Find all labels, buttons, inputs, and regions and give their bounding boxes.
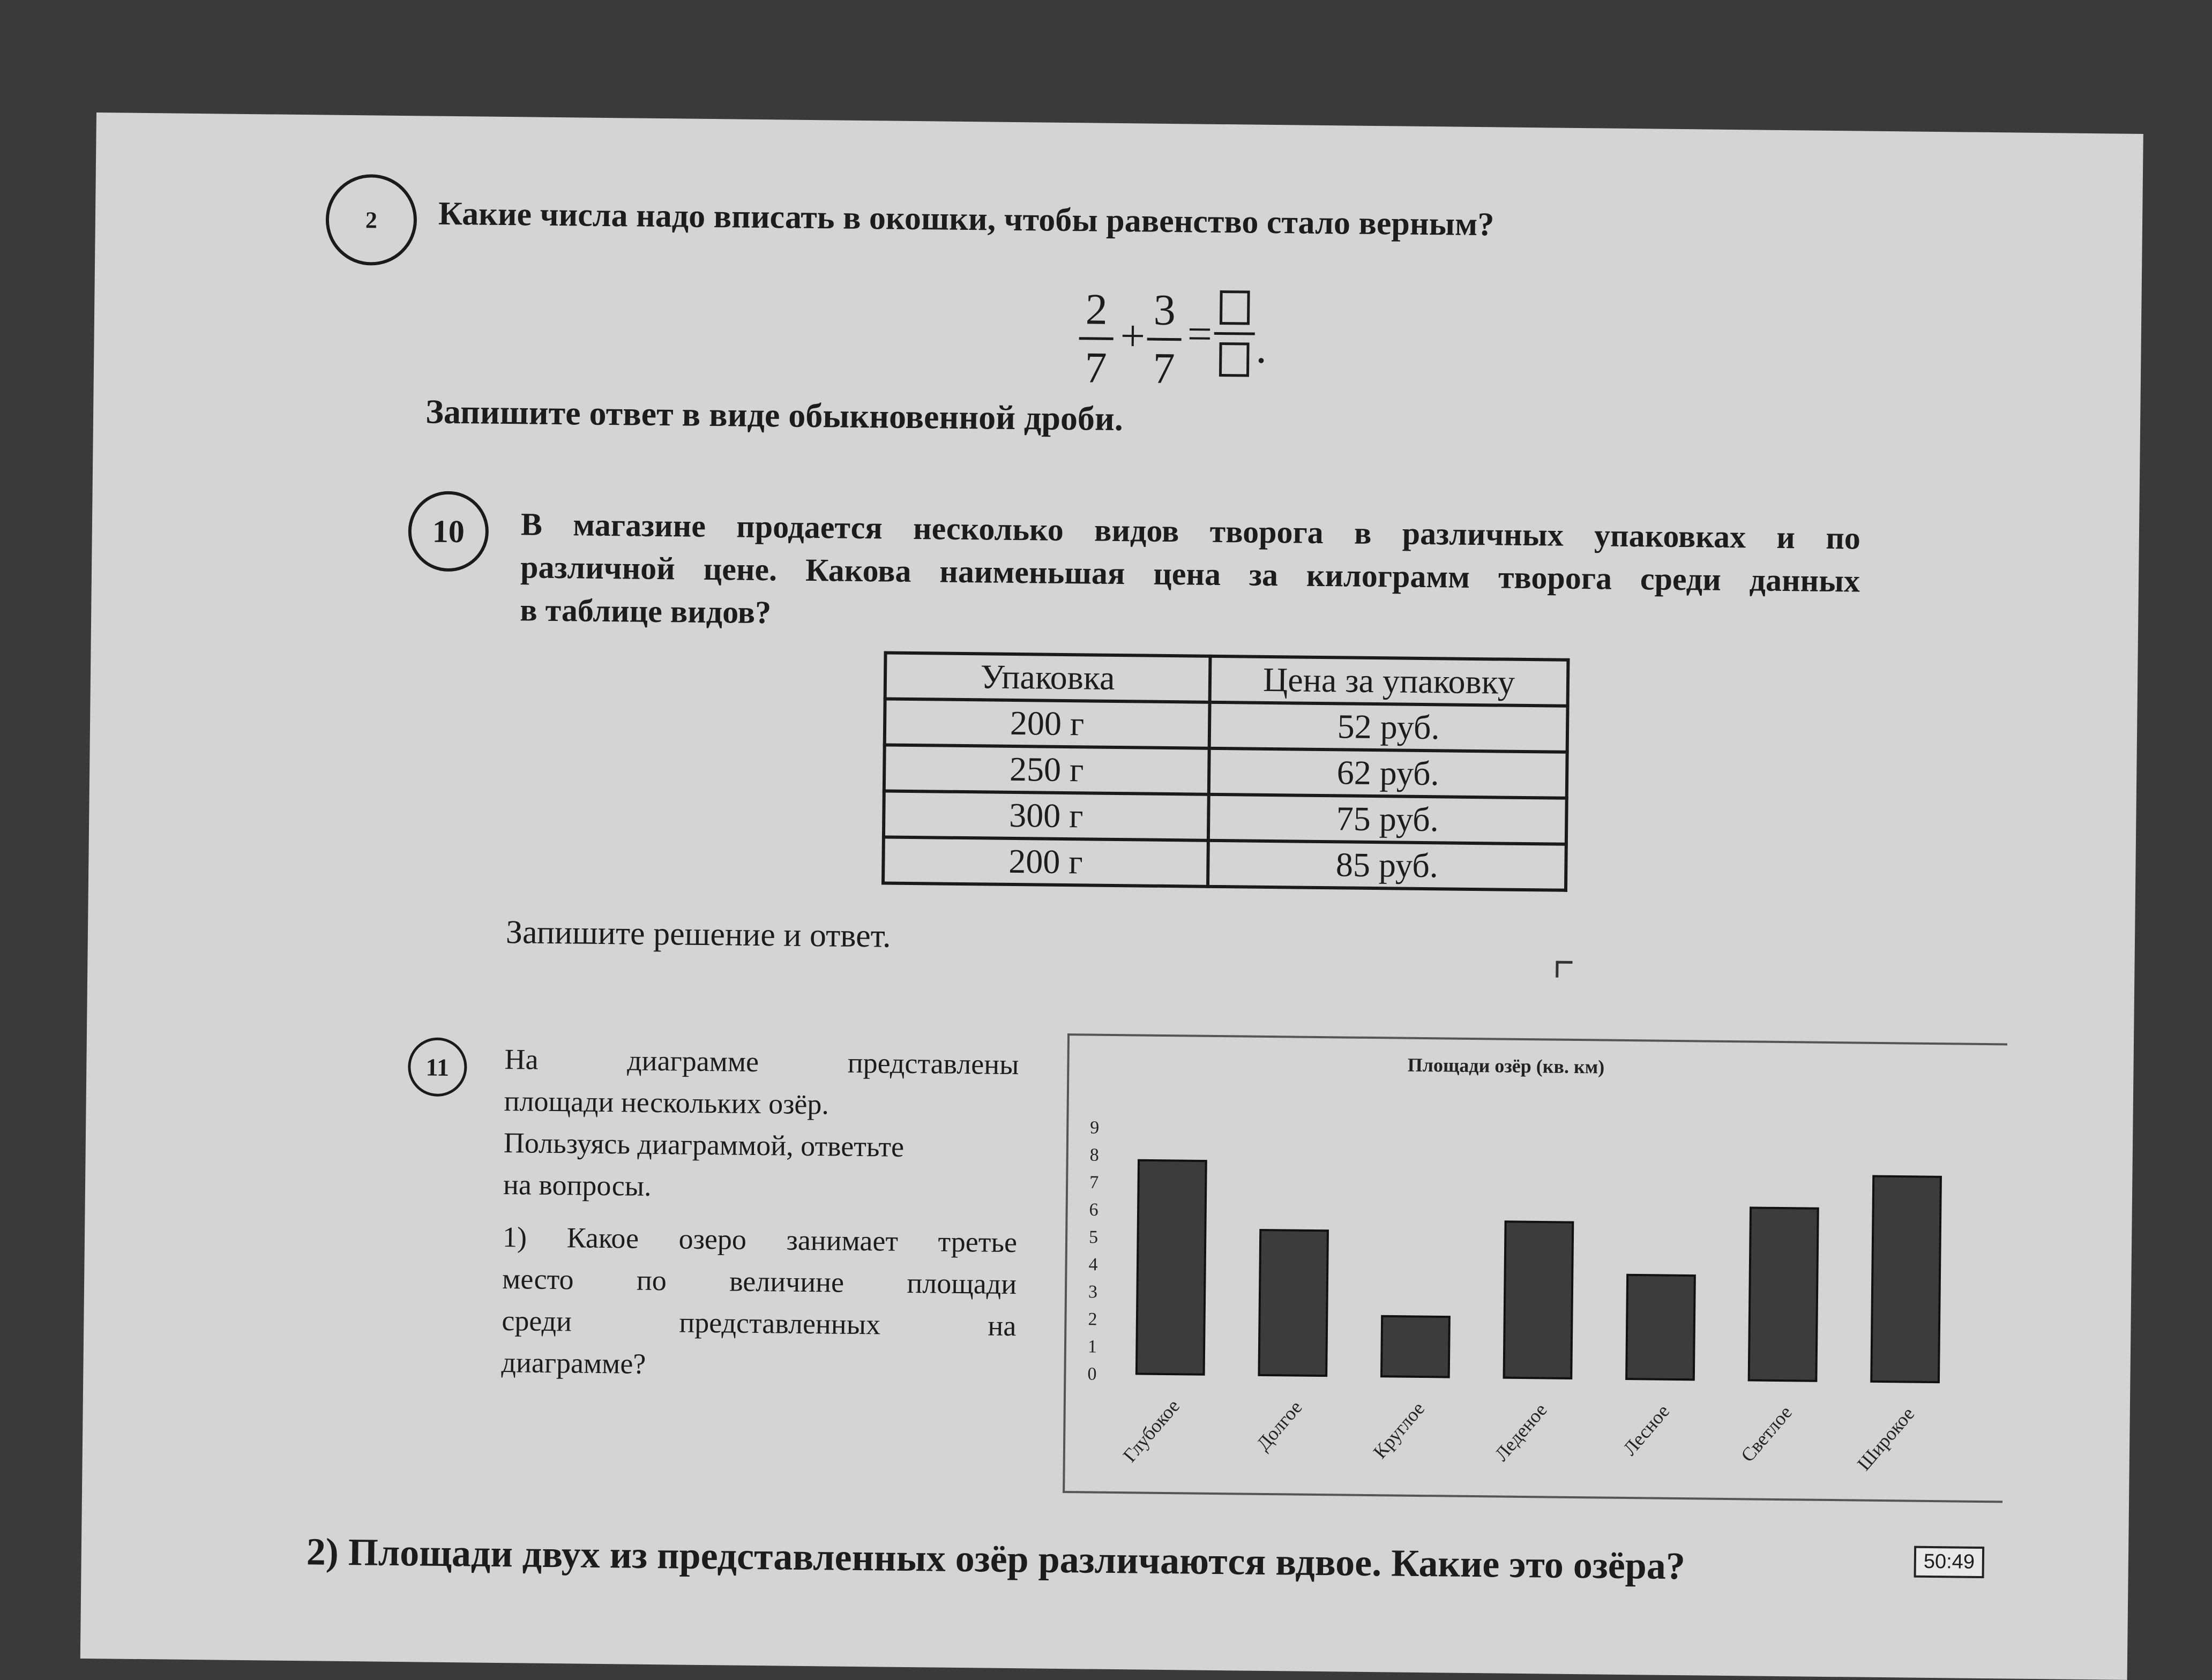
- price-table: [881, 651, 1570, 891]
- y-tick-label: 4: [1088, 1255, 1098, 1275]
- fraction-bar: [1147, 338, 1182, 341]
- table-cell: 62 руб.: [1209, 748, 1567, 798]
- fraction-bar: [1214, 332, 1255, 335]
- plus-sign: +: [1120, 311, 1146, 361]
- chart-title: Площади озёр (кв. км): [1407, 1054, 1605, 1078]
- table-cell: 52 руб.: [1209, 702, 1568, 752]
- question-11-line: площади нескольких озёр.: [504, 1085, 829, 1121]
- table-cell: 300 г: [884, 791, 1209, 840]
- chart-bar: [1137, 1160, 1206, 1375]
- question-10-number: [408, 491, 489, 572]
- chart-bar: [1871, 1176, 1941, 1383]
- table-header-row: [885, 652, 1568, 706]
- chart-bar: [1381, 1316, 1449, 1377]
- fraction-denominator: 7: [1153, 343, 1176, 393]
- table-cell: 200 г: [883, 837, 1208, 886]
- fraction-denominator: 7: [1085, 343, 1108, 392]
- question-11-line: на вопросы.: [503, 1168, 652, 1202]
- question-2-number-text: 2: [365, 206, 378, 233]
- question-11-sub2: 2) Площади двух из представленных озёр различаются вдвое. Какие это озёра?: [306, 1530, 1686, 1588]
- chart-bar: [1626, 1275, 1695, 1380]
- chart-bar: [1504, 1221, 1573, 1378]
- table-cell: 75 руб.: [1208, 794, 1567, 844]
- x-tick-label: Лесное: [1618, 1400, 1674, 1460]
- x-tick-label: Широкое: [1852, 1402, 1919, 1475]
- question-11-sub1-line: среди представленных на: [502, 1304, 1017, 1342]
- chart-frame: [1063, 1033, 2007, 1503]
- question-11-line: На диаграмме представлены: [504, 1043, 1019, 1081]
- y-tick-label: 0: [1087, 1364, 1097, 1384]
- question-11-text: [501, 1038, 1019, 1389]
- question-11-number-text: 11: [425, 1053, 450, 1081]
- x-tick-label: Светлое: [1736, 1401, 1796, 1466]
- table-cell: 200 г: [885, 699, 1210, 748]
- numerator-answer-box[interactable]: [1220, 290, 1250, 325]
- y-tick-label: 8: [1089, 1145, 1099, 1165]
- question-11-sub1-line: 1) Какое озеро занимает третье: [502, 1221, 1018, 1259]
- chart-bar: [1259, 1230, 1328, 1376]
- equals-sign: =: [1187, 309, 1213, 358]
- y-tick-label: 6: [1089, 1199, 1098, 1220]
- table-row: [884, 791, 1567, 844]
- x-tick-label: Глубокое: [1118, 1395, 1184, 1466]
- table-cell: 85 руб.: [1208, 841, 1566, 890]
- fraction-bar: [1079, 337, 1114, 340]
- question-11-line: Пользуясь диаграммой, ответьте: [503, 1127, 905, 1163]
- question-2-text: Какие числа надо вписать в окошки, чтобы равенство стало верным?: [438, 195, 1494, 243]
- table-cell: 250 г: [884, 745, 1209, 794]
- worksheet-page: [80, 112, 2143, 1680]
- y-tick-label: 1: [1087, 1337, 1097, 1357]
- question-2-number: [325, 174, 417, 266]
- denominator-answer-box[interactable]: [1219, 342, 1250, 377]
- question-10-number-text: 10: [432, 513, 465, 549]
- table-row: [885, 699, 1568, 752]
- timer-display: 50:49: [1914, 1546, 1985, 1578]
- y-tick-label: 3: [1088, 1282, 1098, 1302]
- question-11-sub1-line: место по величине площади: [502, 1263, 1017, 1301]
- fraction-numerator: 3: [1153, 285, 1176, 335]
- question-11-number: [408, 1037, 467, 1097]
- question-10-instruction: Запишите решение и ответ.: [505, 914, 891, 955]
- answer-fraction-boxes: [1214, 285, 1256, 382]
- question-11-sub1-line: диаграмме?: [501, 1346, 646, 1380]
- question-10-line: различной цене. Какова наименьшая цена за килограмм творога среди данных: [520, 549, 1860, 599]
- x-tick-label: Круглое: [1369, 1398, 1429, 1463]
- question-10-line: в таблице видов?: [519, 592, 772, 631]
- period: .: [1256, 323, 1267, 372]
- y-tick-label: 5: [1088, 1227, 1098, 1248]
- table-header: Упаковка: [885, 652, 1210, 702]
- fraction-3-7: [1147, 284, 1182, 395]
- table-row: [883, 837, 1566, 890]
- corner-mark: [1556, 961, 1572, 978]
- lake-area-chart: [1065, 1036, 2007, 1501]
- fraction-2-7: [1079, 283, 1114, 394]
- y-tick-label: 7: [1089, 1172, 1099, 1192]
- table-header: Цена за упаковку: [1210, 656, 1568, 706]
- chart-bar: [1749, 1208, 1818, 1381]
- question-2-instruction: Запишите ответ в виде обыкновенной дроби.: [425, 392, 1124, 438]
- x-tick-label: Леденое: [1490, 1399, 1551, 1465]
- table-row: [884, 745, 1567, 798]
- y-tick-label: 2: [1088, 1309, 1097, 1330]
- y-tick-label: 9: [1090, 1118, 1100, 1138]
- question-10-text: [520, 502, 1860, 645]
- x-tick-label: Долгое: [1252, 1396, 1306, 1455]
- fraction-numerator: 2: [1085, 284, 1108, 334]
- question-10-line: В магазине продается несколько видов творога в различных упаковках и по: [520, 506, 1861, 556]
